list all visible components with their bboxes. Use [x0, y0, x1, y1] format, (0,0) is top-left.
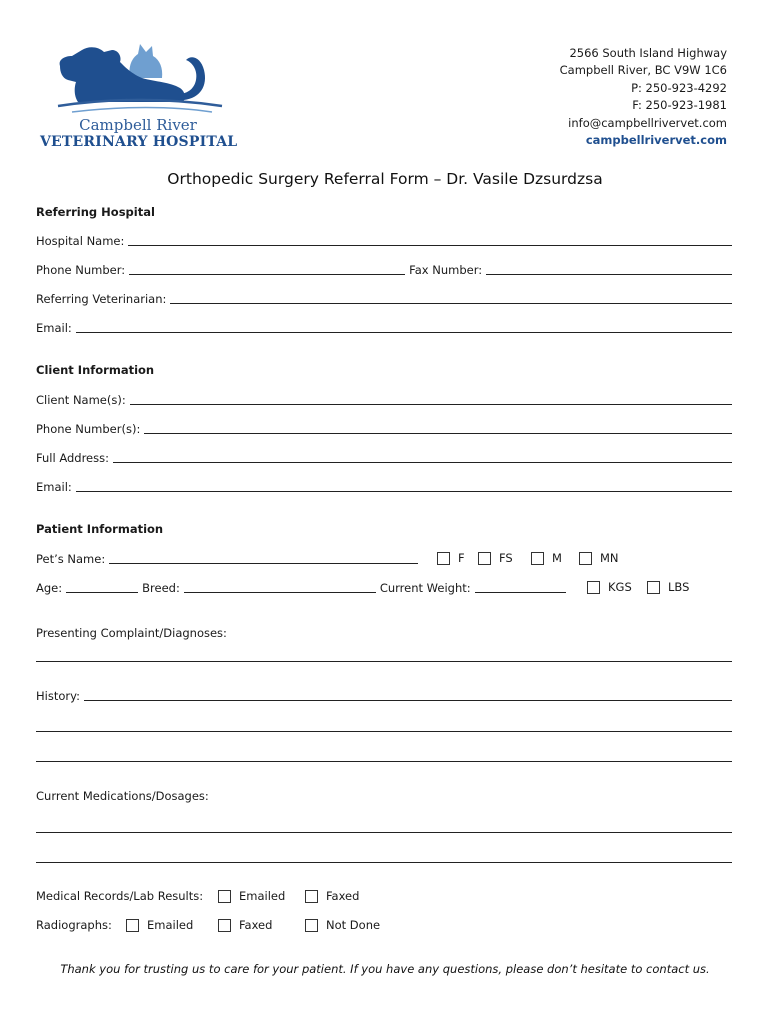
client-names-field[interactable] [130, 392, 732, 405]
section-client-information: Client Information [36, 363, 155, 377]
radiographs-option-emailed-label: Emailed [147, 918, 194, 932]
sex-option-f[interactable] [437, 551, 465, 565]
radiographs-option-not-done-label: Not Done [326, 918, 381, 932]
phone-number-field[interactable] [129, 262, 405, 275]
logo-text-veterinary-hospital: VETERINARY HOSPITAL [40, 134, 238, 150]
sex-option-mn-label: MN [600, 551, 619, 565]
client-address-label: Full Address: [36, 451, 109, 465]
referring-email-row [36, 317, 732, 335]
referring-email-field[interactable] [76, 320, 732, 333]
history-field-2[interactable] [36, 719, 732, 732]
fax-number-field[interactable] [486, 262, 732, 275]
section-patient-information: Patient Information [36, 522, 164, 536]
records-label: Medical Records/Lab Results: [36, 889, 204, 903]
sex-option-fs-label: FS [499, 551, 513, 565]
complaint-field-1[interactable] [36, 649, 732, 662]
age-breed-weight-row [36, 577, 566, 595]
history-line-2 [36, 716, 732, 734]
fax-number: F: 250-923-1981 [632, 98, 727, 113]
checkbox-icon[interactable] [126, 919, 139, 932]
referring-vet-row [36, 288, 732, 306]
breed-field[interactable] [184, 580, 376, 593]
age-label: Age: [36, 581, 63, 595]
history-row [36, 685, 732, 703]
client-names-row [36, 389, 732, 407]
referring-vet-field[interactable] [170, 291, 732, 304]
unit-option-kgs[interactable] [587, 580, 632, 594]
client-address-field[interactable] [113, 450, 732, 463]
client-email-field[interactable] [76, 479, 732, 492]
records-option-emailed[interactable] [218, 889, 285, 903]
medications-field-1[interactable] [36, 820, 732, 833]
dog-cat-logo-icon [52, 40, 224, 116]
records-option-faxed[interactable] [305, 889, 359, 903]
client-email-label: Email: [36, 480, 72, 494]
records-option-faxed-label: Faxed [326, 889, 360, 903]
radiographs-option-emailed[interactable] [126, 918, 193, 932]
history-label: History: [36, 689, 80, 703]
checkbox-icon[interactable] [647, 581, 660, 594]
checkbox-icon[interactable] [437, 552, 450, 565]
weight-field[interactable] [475, 580, 566, 593]
pet-name-row [36, 548, 418, 566]
history-field-1[interactable] [84, 688, 732, 701]
radiographs-label: Radiographs: [36, 918, 112, 932]
unit-option-kgs-label: KGS [608, 580, 632, 594]
complaint-label: Presenting Complaint/Diagnoses: [36, 626, 227, 640]
phone-fax-row [36, 259, 732, 277]
client-email-row [36, 476, 732, 494]
breed-label: Breed: [142, 581, 180, 595]
client-address-row [36, 447, 732, 465]
client-phones-row [36, 418, 732, 436]
pet-name-label: Pet’s Name: [36, 552, 106, 566]
medications-line-2 [36, 847, 732, 865]
checkbox-icon[interactable] [587, 581, 600, 594]
hospital-name-row [36, 230, 732, 248]
radiographs-option-faxed-label: Faxed [239, 918, 273, 932]
sex-option-m-label: M [552, 551, 562, 565]
client-phones-label: Phone Number(s): [36, 422, 141, 436]
history-field-3[interactable] [36, 749, 732, 762]
footer-note: Thank you for trusting us to care for your patient. If you have any questions, please don’t hesitate to contact us. [60, 962, 710, 976]
medications-field-2[interactable] [36, 850, 732, 863]
pet-name-field[interactable] [109, 551, 418, 564]
checkbox-icon[interactable] [218, 890, 231, 903]
unit-option-lbs-label: LBS [668, 580, 690, 594]
address-city: Campbell River, BC V9W 1C6 [559, 63, 727, 78]
website-link[interactable]: campbellrivervet.com [585, 133, 727, 148]
phone-number-label: Phone Number: [36, 263, 126, 277]
history-line-3 [36, 746, 732, 764]
email-link[interactable]: info@campbellrivervet.com [568, 115, 727, 130]
client-names-label: Client Name(s): [36, 393, 126, 407]
medications-label: Current Medications/Dosages: [36, 789, 209, 803]
sex-option-f-label: F [458, 551, 465, 565]
hospital-logo [40, 40, 238, 155]
radiographs-option-faxed[interactable] [218, 918, 272, 932]
checkbox-icon[interactable] [579, 552, 592, 565]
checkbox-icon[interactable] [478, 552, 491, 565]
section-referring-hospital: Referring Hospital [36, 205, 155, 219]
weight-label: Current Weight: [379, 581, 471, 595]
sex-option-m[interactable] [531, 551, 562, 565]
radiographs-option-not-done[interactable] [305, 918, 380, 932]
phone-number: P: 250-923-4292 [631, 80, 727, 95]
records-option-emailed-label: Emailed [239, 889, 286, 903]
referring-vet-label: Referring Veterinarian: [36, 292, 167, 306]
address-street: 2566 South Island Highway [569, 46, 727, 60]
hospital-name-field[interactable] [128, 233, 732, 246]
referring-email-label: Email: [36, 321, 72, 335]
sex-option-mn[interactable] [579, 551, 619, 565]
unit-option-lbs[interactable] [647, 580, 689, 594]
hospital-name-label: Hospital Name: [36, 234, 125, 248]
checkbox-icon[interactable] [305, 890, 318, 903]
complaint-line-1 [36, 646, 732, 664]
fax-number-label: Fax Number: [409, 263, 483, 277]
client-phones-field[interactable] [144, 421, 732, 434]
age-field[interactable] [66, 580, 138, 593]
checkbox-icon[interactable] [531, 552, 544, 565]
form-title: Orthopedic Surgery Referral Form – Dr. Vasile Dzsurdzsa [167, 170, 603, 188]
medications-line-1 [36, 817, 732, 835]
sex-option-fs[interactable] [478, 551, 513, 565]
logo-text-campbell-river: Campbell River [79, 116, 197, 134]
contact-block [560, 45, 727, 149]
checkbox-icon[interactable] [305, 919, 318, 932]
checkbox-icon[interactable] [218, 919, 231, 932]
